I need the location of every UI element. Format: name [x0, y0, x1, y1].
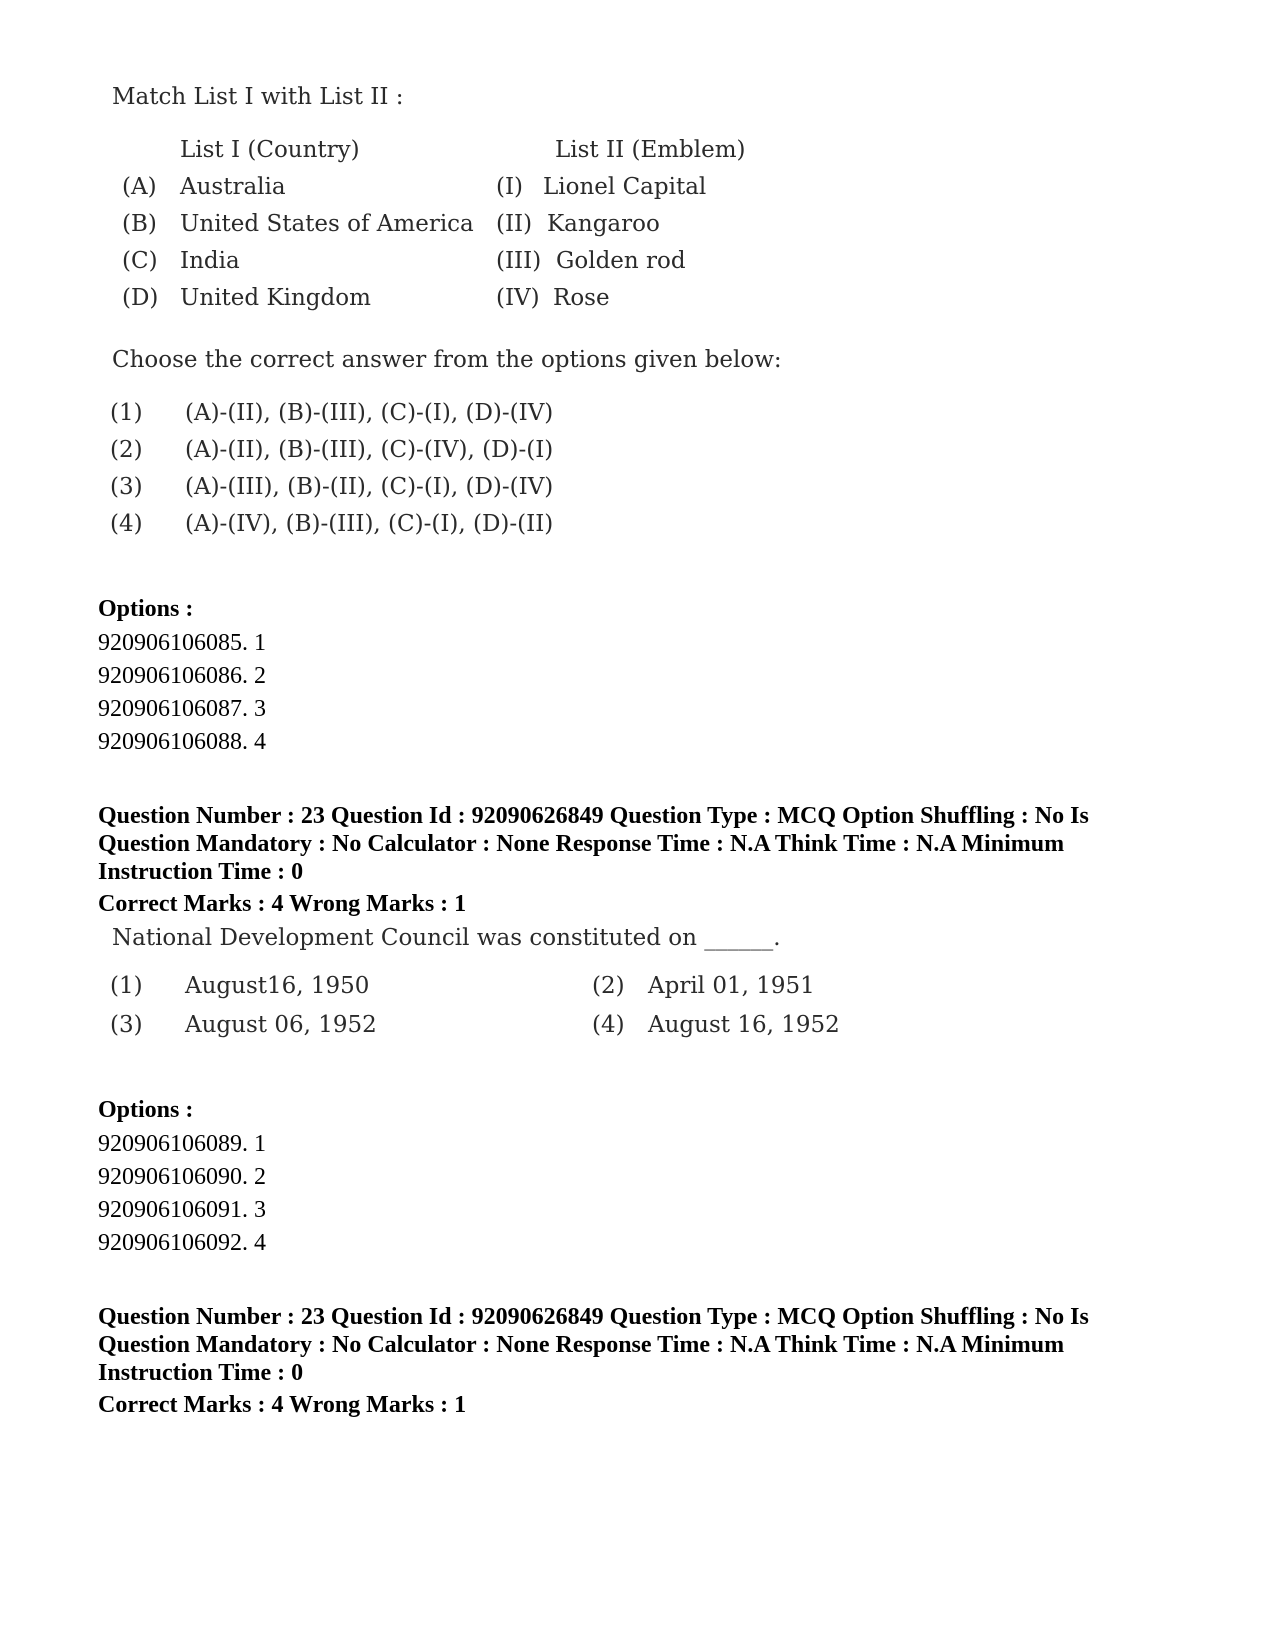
list1-item: United States of America	[180, 211, 474, 237]
options-label: Options :	[98, 1097, 194, 1123]
list2-item: Lionel Capital	[543, 174, 707, 200]
meta-line: Question Mandatory : No Calculator : None Response Time : N.A Think Time : N.A Minimum	[98, 831, 1065, 857]
choice-text: (A)-(II), (B)-(III), (C)-(IV), (D)-(I)	[185, 437, 554, 463]
option-id: 920906106089. 1	[98, 1131, 266, 1157]
list1-label: (A)	[122, 174, 157, 200]
question-meta	[98, 1303, 1198, 1387]
list1-label: (C)	[122, 248, 158, 274]
choice-text: (A)-(II), (B)-(III), (C)-(I), (D)-(IV)	[185, 400, 554, 426]
meta-line: Question Mandatory : No Calculator : None Response Time : N.A Think Time : N.A Minimum	[98, 1332, 1065, 1358]
list1-heading: List I (Country)	[180, 137, 360, 163]
list1-item: United Kingdom	[180, 285, 371, 311]
question-prompt: Match List I with List II :	[112, 84, 404, 110]
list2-item: Golden rod	[556, 248, 686, 274]
list2-item: Kangaroo	[547, 211, 660, 237]
option-id: 920906106090. 2	[98, 1164, 266, 1190]
choice-number: (2)	[592, 973, 625, 999]
choice-number: (4)	[592, 1012, 625, 1038]
question-prompt: National Development Council was constituted on ______.	[112, 925, 781, 951]
choice-text: April 01, 1951	[648, 973, 815, 999]
choice-number: (2)	[110, 437, 143, 463]
choice-number: (3)	[110, 1012, 143, 1038]
option-id: 920906106085. 1	[98, 630, 266, 656]
option-id: 920906106086. 2	[98, 663, 266, 689]
choice-text: (A)-(III), (B)-(II), (C)-(I), (D)-(IV)	[185, 474, 554, 500]
meta-line: Instruction Time : 0	[98, 1360, 304, 1386]
meta-line: Question Number : 23 Question Id : 92090626849 Question Type : MCQ Option Shuffling : No Is	[98, 803, 1089, 829]
list1-item: Australia	[180, 174, 286, 200]
list2-label: (I)	[496, 174, 524, 200]
choice-text: August 16, 1952	[648, 1012, 840, 1038]
marks-line: Correct Marks : 4 Wrong Marks : 1	[98, 891, 467, 917]
option-id: 920906106087. 3	[98, 696, 266, 722]
choice-number: (1)	[110, 973, 143, 999]
list2-item: Rose	[553, 285, 610, 311]
choice-number: (1)	[110, 400, 143, 426]
marks-line: Correct Marks : 4 Wrong Marks : 1	[98, 1392, 467, 1418]
list2-label: (III)	[496, 248, 542, 274]
list2-heading: List II (Emblem)	[555, 137, 746, 163]
option-id: 920906106092. 4	[98, 1230, 266, 1256]
option-id: 920906106091. 3	[98, 1197, 266, 1223]
meta-line: Question Number : 23 Question Id : 92090626849 Question Type : MCQ Option Shuffling : No Is	[98, 1304, 1089, 1330]
choice-text: August16, 1950	[185, 973, 370, 999]
choice-number: (4)	[110, 511, 143, 537]
list1-item: India	[180, 248, 240, 274]
list2-label: (II)	[496, 211, 533, 237]
choice-text: (A)-(IV), (B)-(III), (C)-(I), (D)-(II)	[185, 511, 554, 537]
meta-line: Instruction Time : 0	[98, 859, 304, 885]
choice-number: (3)	[110, 474, 143, 500]
question-meta	[98, 802, 1198, 886]
choice-text: August 06, 1952	[185, 1012, 377, 1038]
option-id: 920906106088. 4	[98, 729, 266, 755]
choose-instruction: Choose the correct answer from the options given below:	[112, 347, 782, 373]
list1-label: (B)	[122, 211, 157, 237]
list1-label: (D)	[122, 285, 159, 311]
list2-label: (IV)	[496, 285, 540, 311]
options-label: Options :	[98, 596, 194, 622]
